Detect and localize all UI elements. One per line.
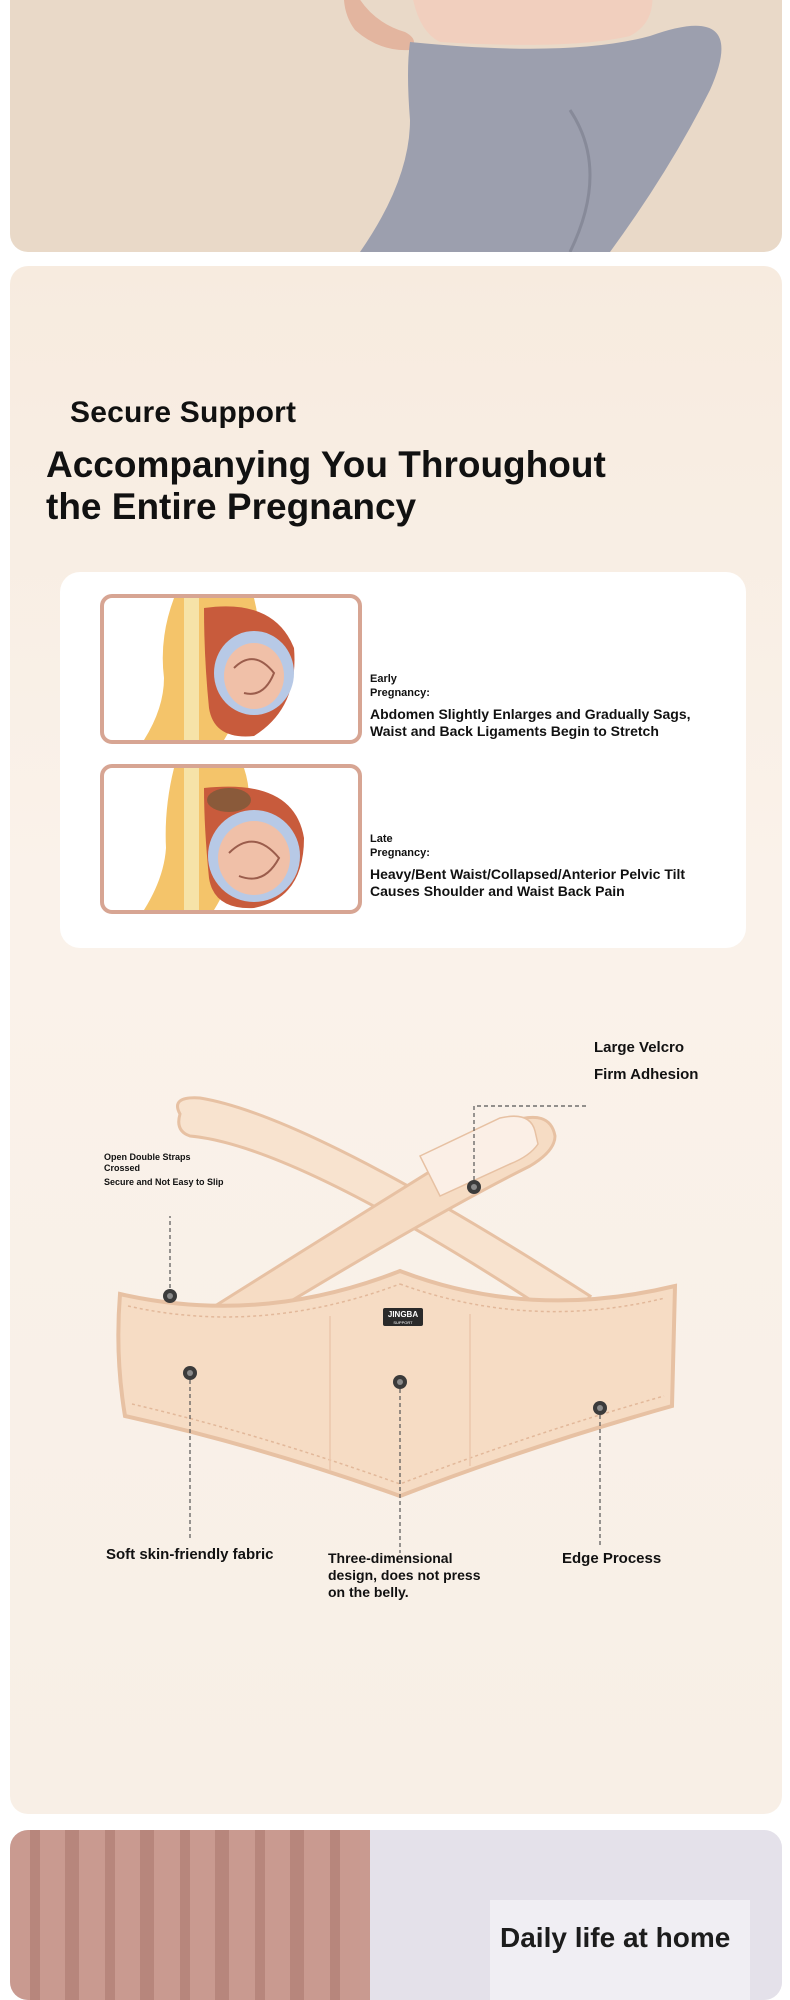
stage-label-line1: Late	[370, 833, 393, 845]
callout-dot-edge	[593, 1401, 607, 1415]
section-title	[46, 444, 666, 528]
callout-dot-design	[393, 1375, 407, 1389]
stage-desc-line1: Abdomen Slightly Enlarges and Gradually Sags,	[370, 706, 691, 722]
stage-label	[370, 832, 450, 860]
feature-straps-line3: Secure and Not Easy to Slip	[104, 1177, 224, 1187]
stage-label	[370, 672, 450, 700]
callout-dot-fabric	[183, 1366, 197, 1380]
stage-desc-line2: Waist and Back Ligaments Begin to Stretch	[370, 723, 659, 739]
curtain-illustration	[10, 1830, 782, 2000]
feature-straps	[104, 1152, 254, 1188]
model-illustration	[10, 0, 782, 252]
pregnancy-stages-card	[60, 572, 746, 948]
belt-logo-sub: SUPPORT	[393, 1320, 413, 1325]
feature-velcro-line2: Firm Adhesion	[594, 1066, 699, 1083]
feature-straps-line2: Crossed	[104, 1163, 141, 1173]
footer-title: Daily life at home	[500, 1922, 731, 1953]
feature-velcro	[594, 1034, 698, 1088]
feature-fabric: Soft skin-friendly fabric	[106, 1546, 274, 1563]
feature-straps-line1: Open Double Straps	[104, 1152, 191, 1162]
maternity-belt-illustration	[10, 1026, 782, 1606]
callout-dot-straps	[163, 1289, 177, 1303]
feature-velcro-line1: Large Velcro	[594, 1039, 685, 1056]
support-section	[10, 266, 782, 1814]
stage-desc-line2: Causes Shoulder and Waist Back Pain	[370, 883, 625, 899]
section-subtitle: Secure Support	[70, 396, 297, 429]
section-title-line1: Accompanying You Throughout	[46, 444, 606, 485]
stage-description	[370, 706, 730, 740]
home-life-photo	[10, 1830, 782, 2000]
stage-label-line2: Pregnancy:	[370, 847, 430, 859]
feature-edge: Edge Process	[562, 1550, 662, 1567]
callout-dot-velcro	[467, 1180, 481, 1194]
stage-label-line2: Pregnancy:	[370, 687, 430, 699]
feature-design-line3: on the belly.	[328, 1584, 409, 1600]
early-pregnancy-diagram	[100, 594, 362, 744]
section-title-line2: the Entire Pregnancy	[46, 486, 417, 527]
stage-label-line1: Early	[370, 673, 397, 685]
belt-logo: JINGBA	[387, 1310, 419, 1319]
stage-desc-line1: Heavy/Bent Waist/Collapsed/Anterior Pelvic Tilt	[370, 866, 686, 882]
feature-design	[328, 1550, 528, 1601]
hero-photo	[10, 0, 782, 252]
feature-design-line2: design, does not press	[328, 1567, 481, 1583]
feature-design-line1: Three-dimensional	[328, 1550, 453, 1566]
late-pregnancy-diagram	[100, 764, 362, 914]
stage-description	[370, 866, 740, 900]
